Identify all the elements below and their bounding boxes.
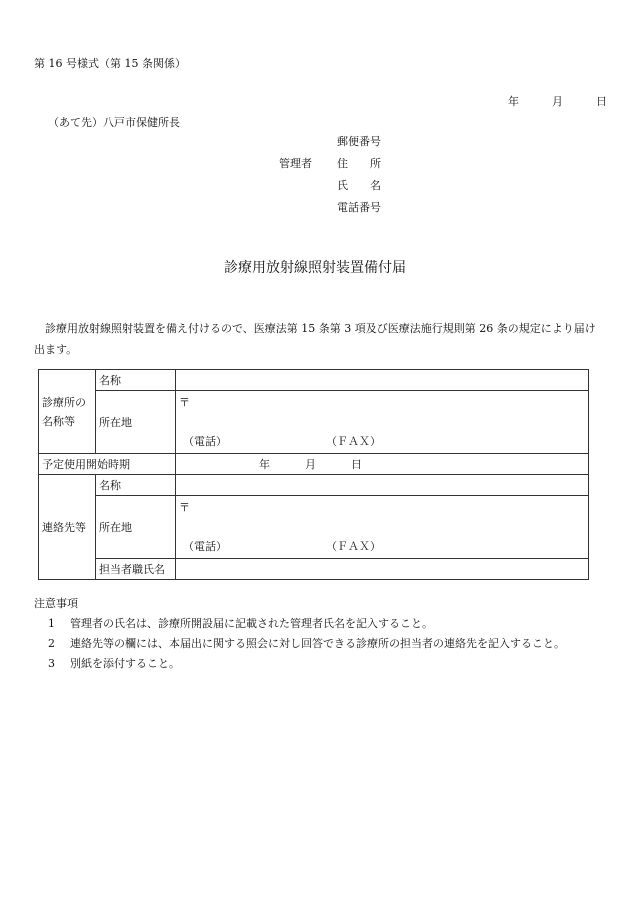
addressee: （あて先）八戸市保健所長 bbox=[48, 116, 180, 129]
clinic-address-field[interactable] bbox=[176, 391, 589, 454]
clinic-group-label: 診療所の 名称等 bbox=[39, 370, 96, 454]
clinic-name-field[interactable] bbox=[176, 370, 589, 391]
contact-name-label: 名称 bbox=[96, 475, 176, 496]
submission-date bbox=[508, 96, 607, 107]
manager-postal-label: 郵便番号 bbox=[337, 135, 381, 148]
contact-address-label: 所在地 bbox=[96, 496, 176, 559]
contact-name-field[interactable] bbox=[176, 475, 589, 496]
clinic-address-label: 所在地 bbox=[96, 391, 176, 454]
manager-name-label: 氏 名 bbox=[337, 179, 381, 192]
registration-table bbox=[38, 369, 589, 580]
notes-title: 注意事項 bbox=[34, 597, 78, 610]
date-year-label: 年 bbox=[508, 95, 519, 108]
start-date-field[interactable] bbox=[176, 454, 589, 475]
contact-group-label: 連絡先等 bbox=[39, 475, 96, 580]
body-text: 診療用放射線照射装置を備え付けるので、医療法第 15 条第 3 項及び医療法施行規則第 26 条の規定により届け出ます。 bbox=[34, 322, 596, 356]
note-item: 1 管理者の氏名は、診療所開設届に記載された管理者氏名を記入すること。 bbox=[48, 617, 433, 630]
note-item: 3 別紙を添付すること。 bbox=[48, 657, 180, 670]
contact-address-field[interactable] bbox=[176, 496, 589, 559]
document-title: 診療用放射線照射装置備付届 bbox=[224, 260, 406, 276]
contact-fax-label: （ＦＡＸ） bbox=[326, 540, 381, 553]
contact-postal-mark: 〒 bbox=[179, 501, 190, 514]
note-item: 2 連絡先等の欄には、本届出に関する照会に対し回答できる診療所の担当者の連絡先を記入すること。 bbox=[48, 637, 565, 650]
start-day-label: 日 bbox=[351, 457, 362, 471]
start-year-label: 年 bbox=[259, 457, 270, 471]
manager-phone-label: 電話番号 bbox=[337, 201, 381, 214]
start-month-label: 月 bbox=[305, 457, 316, 471]
manager-role-label: 管理者 bbox=[279, 157, 312, 170]
person-in-charge-label: 担当者職氏名 bbox=[96, 559, 176, 580]
form-number: 第 16 号様式（第 15 条関係） bbox=[34, 57, 186, 70]
contact-tel-label: （電話） bbox=[183, 540, 227, 553]
date-day-label: 日 bbox=[596, 95, 607, 108]
person-in-charge-field[interactable] bbox=[176, 559, 589, 580]
manager-address-label: 住 所 bbox=[337, 157, 381, 170]
clinic-fax-label: （ＦＡＸ） bbox=[326, 435, 381, 448]
clinic-name-label: 名称 bbox=[96, 370, 176, 391]
clinic-tel-label: （電話） bbox=[183, 435, 227, 448]
postal-mark: 〒 bbox=[179, 396, 190, 409]
date-month-label: 月 bbox=[552, 95, 563, 108]
start-date-label: 予定使用開始時期 bbox=[39, 454, 176, 475]
